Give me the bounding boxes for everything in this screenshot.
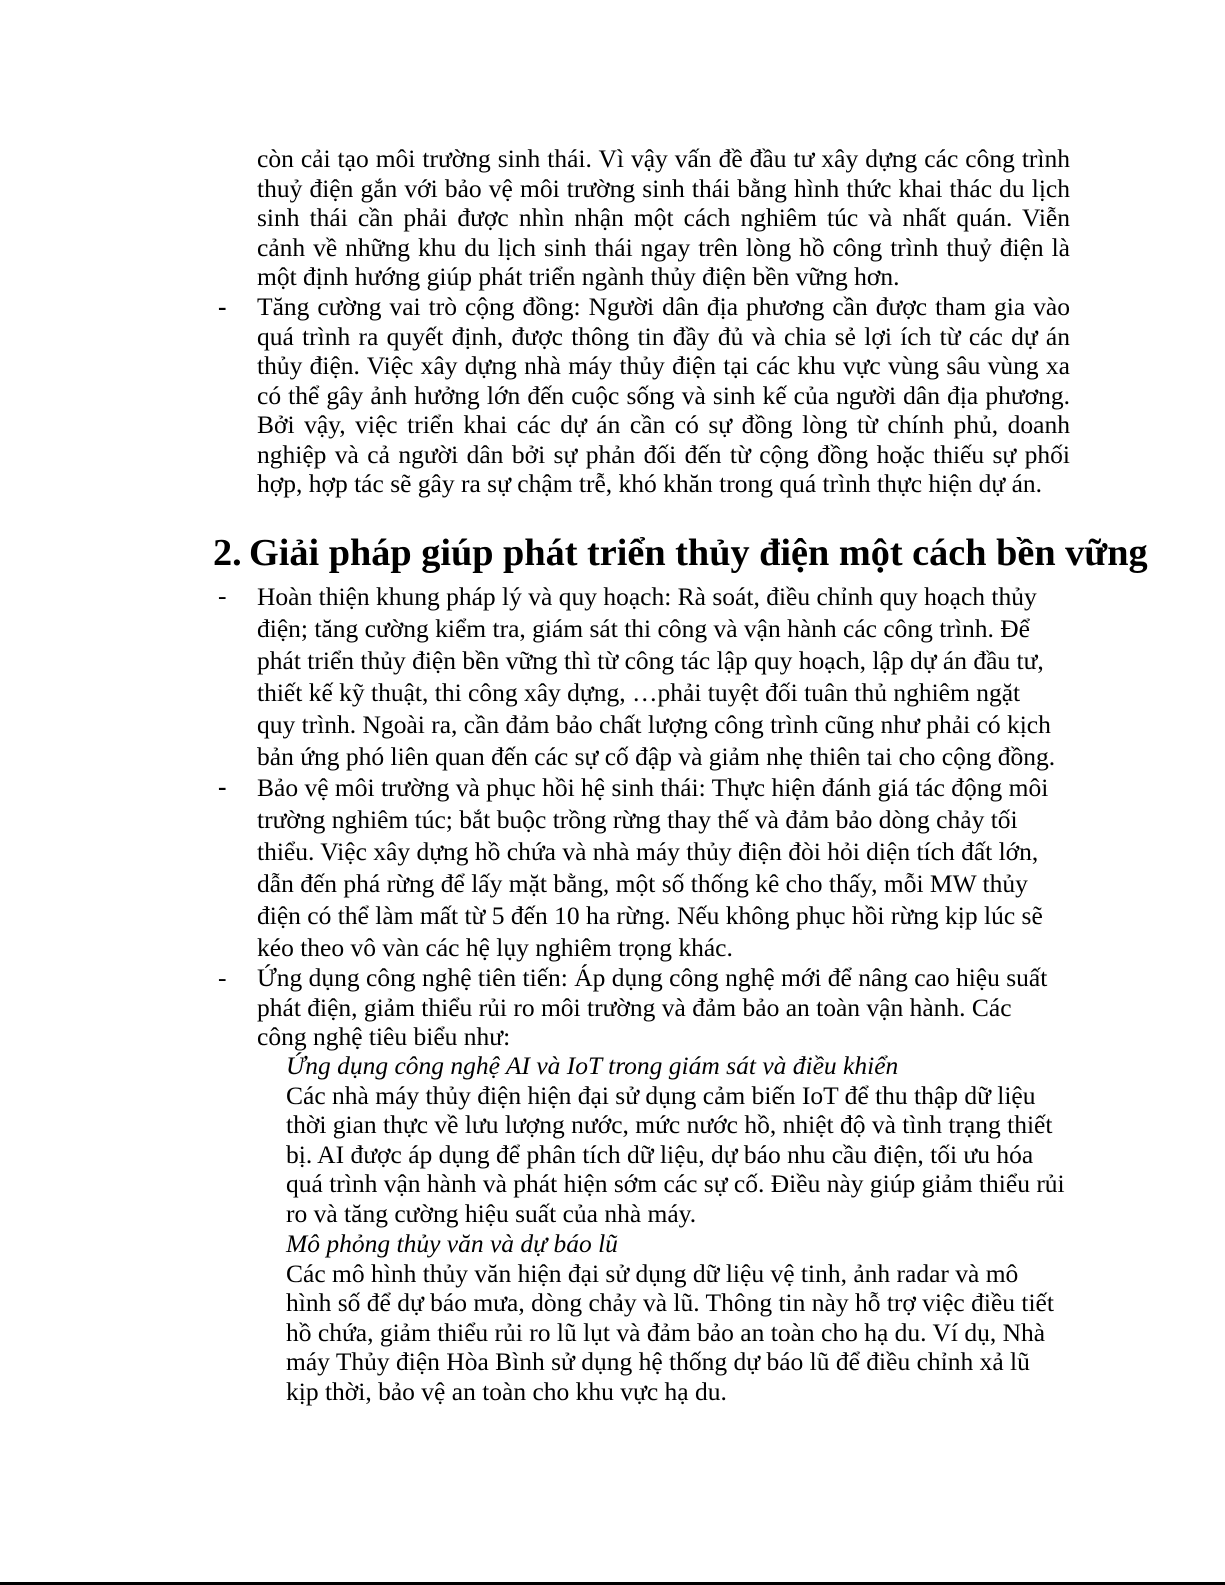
community-bullet-text: Tăng cường vai trò cộng đồng: Người dân địa phương cần được tham gia vào quá trình ra quyết định, được thông tin đầy đủ và chia sẻ lợi ích từ các dự án thủy điện. Việc xây dựng nhà máy thủy điện tại các khu vực vùng sâu vùng xa có thể gây ảnh hưởng lớn đến cuộc sống và sinh kế của người dân địa phương. Bởi vậy, việc triển khai các dự án cần có sự đồng lòng từ chính phủ, doanh nghiệp và cả người dân bởi sự phản đối đến từ cộng đồng hoặc thiếu sự phối hợp, hợp tác sẽ gây ra sự chậm trễ, khó khăn trong quá trình thực hiện dự án. (257, 292, 1070, 498)
text-line: hồ chứa, giảm thiểu rủi ro lũ lụt và đảm bảo an toàn cho hạ du. Ví dụ, Nhà (286, 1317, 1046, 1347)
text-line: Hoàn thiện khung pháp lý và quy hoạch: Rà soát, điều chỉnh quy hoạch thủy (257, 582, 1037, 611)
subsection-ai-iot (286, 1051, 1072, 1229)
text-line: kịp thời, bảo vệ an toàn cho khu vực hạ du. (286, 1376, 727, 1406)
text-line: bị. AI được áp dụng để phân tích dữ liệu, dự báo nhu cầu điện, tối ưu hóa (286, 1139, 1034, 1169)
technology-bullet-marker: - (218, 963, 227, 992)
text-line: bản ứng phó liên quan đến các sự cố đập và giảm nhẹ thiên tai cho cộng đồng. (257, 742, 1056, 772)
text-line: thiểu. Việc xây dựng hồ chứa và nhà máy thủy điện đòi hỏi diện tích đất lớn, (257, 837, 1039, 867)
text-line: điện có thể làm mất từ 5 đến 10 ha rừng. Nếu không phục hồi rừng kịp lúc sẽ (257, 901, 1043, 931)
text-line: trường nghiêm túc; bắt buộc trồng rừng thay thế và đảm bảo dòng chảy tối (257, 805, 1018, 835)
subsection-hydrology (286, 1229, 1072, 1407)
text-line: thiết kế kỹ thuật, thi công xây dựng, …phải tuyệt đối tuân thủ nghiêm ngặt (257, 678, 1021, 708)
text-line: ro và tăng cường hiệu suất của nhà máy. (286, 1198, 697, 1228)
legal-bullet-marker: - (218, 581, 227, 610)
section-heading (213, 532, 1148, 574)
text-line: Bảo vệ môi trường và phục hồi hệ sinh thái: Thực hiện đánh giá tác động môi (257, 773, 1049, 802)
text-line: kéo theo vô vàn các hệ lụy nghiêm trọng khác. (257, 933, 733, 963)
intro-paragraph: còn cải tạo môi trường sinh thái. Vì vậy vấn đề đầu tư xây dựng các công trình thuỷ điện gắn với bảo vệ môi trường sinh thái bằng hình thức khai thác du lịch sinh thái cần phải được nhìn nhận một cách nghiêm túc và nhất quán. Viễn cảnh về những khu du lịch sinh thái ngay trên lòng hồ công trình thuỷ điện là một định hướng giúp phát triển ngành thủy điện bền vững hơn. (257, 144, 1070, 291)
text-line: Các mô hình thủy văn hiện đại sử dụng dữ liệu vệ tinh, ảnh radar và mô (286, 1258, 1019, 1288)
environment-bullet-marker: - (218, 772, 227, 801)
subsection-title: Ứng dụng công nghệ AI và IoT trong giám sát và điều khiển (286, 1051, 899, 1080)
section-title: Giải pháp giúp phát triển thủy điện một cách bền vững (249, 532, 1148, 574)
community-bullet-marker: - (218, 292, 227, 321)
text-line: phát triển thủy điện bền vững thì từ công tác lập quy hoạch, lập dự án đầu tư, (257, 646, 1044, 676)
text-line: quy trình. Ngoài ra, cần đảm bảo chất lượng công trình cũng như phải có kịch (257, 710, 1051, 740)
text-line: dẫn đến phá rừng để lấy mặt bằng, một số thống kê cho thấy, mỗi MW thủy (257, 869, 1028, 899)
text-line: máy Thủy điện Hòa Bình sử dụng hệ thống dự báo lũ để điều chỉnh xả lũ (286, 1347, 1030, 1377)
text-line: Các nhà máy thủy điện hiện đại sử dụng cảm biến IoT để thu thập dữ liệu (286, 1080, 1036, 1110)
text-line: thời gian thực về lưu lượng nước, mức nước hồ, nhiệt độ và tình trạng thiết (286, 1110, 1053, 1140)
text-line: công nghệ tiêu biểu như: (257, 1022, 511, 1051)
text-line: điện; tăng cường kiểm tra, giám sát thi công và vận hành các công trình. Để (257, 614, 1030, 644)
environment-bullet-text (257, 772, 1067, 965)
text-line: Ứng dụng công nghệ tiên tiến: Áp dụng công nghệ mới để nâng cao hiệu suất (257, 963, 1048, 992)
text-line: hình số để dự báo mưa, dòng chảy và lũ. Thông tin này hỗ trợ việc điều tiết (286, 1288, 1054, 1318)
text-line: quá trình vận hành và phát hiện sớm các sự cố. Điều này giúp giảm thiểu rủi (286, 1169, 1065, 1199)
section-number: 2. (213, 532, 242, 574)
legal-bullet-text (257, 581, 1067, 774)
technology-bullet-text (257, 963, 1067, 1052)
text-line: phát điện, giảm thiểu rủi ro môi trường và đảm bảo an toàn vận hành. Các (257, 992, 1012, 1022)
subsection-title: Mô phỏng thủy văn và dự báo lũ (286, 1229, 618, 1258)
